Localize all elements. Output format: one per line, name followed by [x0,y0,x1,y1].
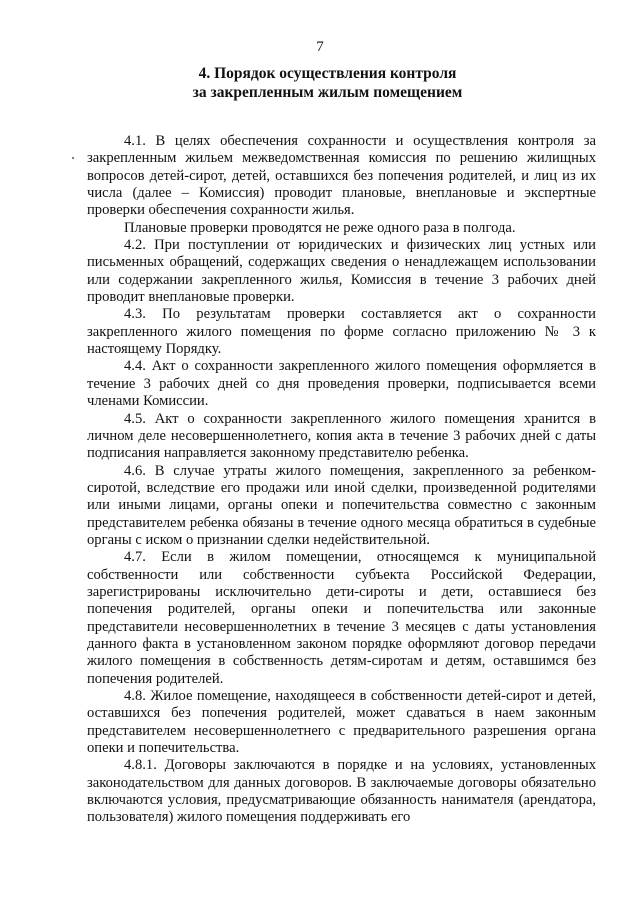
paragraph-4-4: 4.4. Акт о сохранности закрепленного жилого помещения оформляется в течение 3 рабочих дней со дня проведения проверки, подписывается всеми членами Комиссии. [87,358,596,410]
paragraph-4-3: 4.3. По результатам проверки составляется акт о сохранности закрепленного жилого помещения по форме согласно приложению № 3 к настоящему Порядку. [87,306,596,358]
document-body [87,133,596,827]
paragraph-planned-checks: Плановые проверки проводятся не реже одного раза в полгода. [124,219,516,236]
section-heading [60,64,595,102]
paragraph-4-1: 4.1. В целях обеспечения сохранности и осуществления контроля за закрепленным жильем межведомственная комиссия по решению жилищных вопросов детей-сирот, детей, оставшихся без попечения родителей, и лиц из их числа (далее – Комиссия) проводит плановые, внеплановые и экспертные проверки обеспечения сохранности жилья. [87,133,596,219]
paragraph-4-5: 4.5. Акт о сохранности закрепленного жилого помещения хранится в личном деле несовершеннолетнего, копия акта в течение 3 рабочих дней с даты подписания направляется законному представителю ребенка. [87,410,596,462]
paragraph-4-2: 4.2. При поступлении от юридических и физических лиц устных или письменных обращений, содержащих сведения о ненадлежащем использовании или содержании закрепленного жилья, Комиссия в течение 3 рабочих дней проводит внеплановые проверки. [87,237,596,306]
section-heading-line-2: за закрепленным жилым помещением [192,84,463,101]
section-heading-line-1: 4. Порядок осуществления контроля [198,65,457,82]
paragraph-4-7: 4.7. Если в жилом помещении, относящемся к муниципальной собственности или собственности субъекта Российской Федерации, зарегистрированы исключительно дети-сироты и дети, оставшиеся без попечения родителей, органы опеки и попечительства или законные представители несовершеннолетних в течение 3 месяцев с даты установления данного факта в установленном законом порядке оформляют договор передачи жилого помещения в собственность детям-сиротам и детям, оставшимся без попечения родителей. [87,549,596,687]
page-number: 7 [316,39,324,55]
paragraph-4-8: 4.8. Жилое помещение, находящееся в собственности детей-сирот и детей, оставшихся без попечения родителей, может сдаваться в наем законным представителем несовершеннолетнего с предварительного разрешения органа опеки и попечительства. [87,688,596,757]
paragraph-4-8-1: 4.8.1. Договоры заключаются в порядке и на условиях, установленных законодательством для данных договоров. В заключаемые договоры обязательно включаются условия, предусматривающие обязанность нанимателя (арендатора, пользователя) жилого помещения поддерживать его [87,757,596,826]
margin-mark [72,157,74,159]
paragraph-4-6: 4.6. В случае утраты жилого помещения, закрепленного за ребенком-сиротой, вследствие его продажи или иной сделки, произведенной родителями или иными лицами, органы опеки и попечительства совместно с законным представителем ребенка обязаны в течение одного месяца обратиться в судебные органы с иском о признании сделки недействительной. [87,462,596,548]
